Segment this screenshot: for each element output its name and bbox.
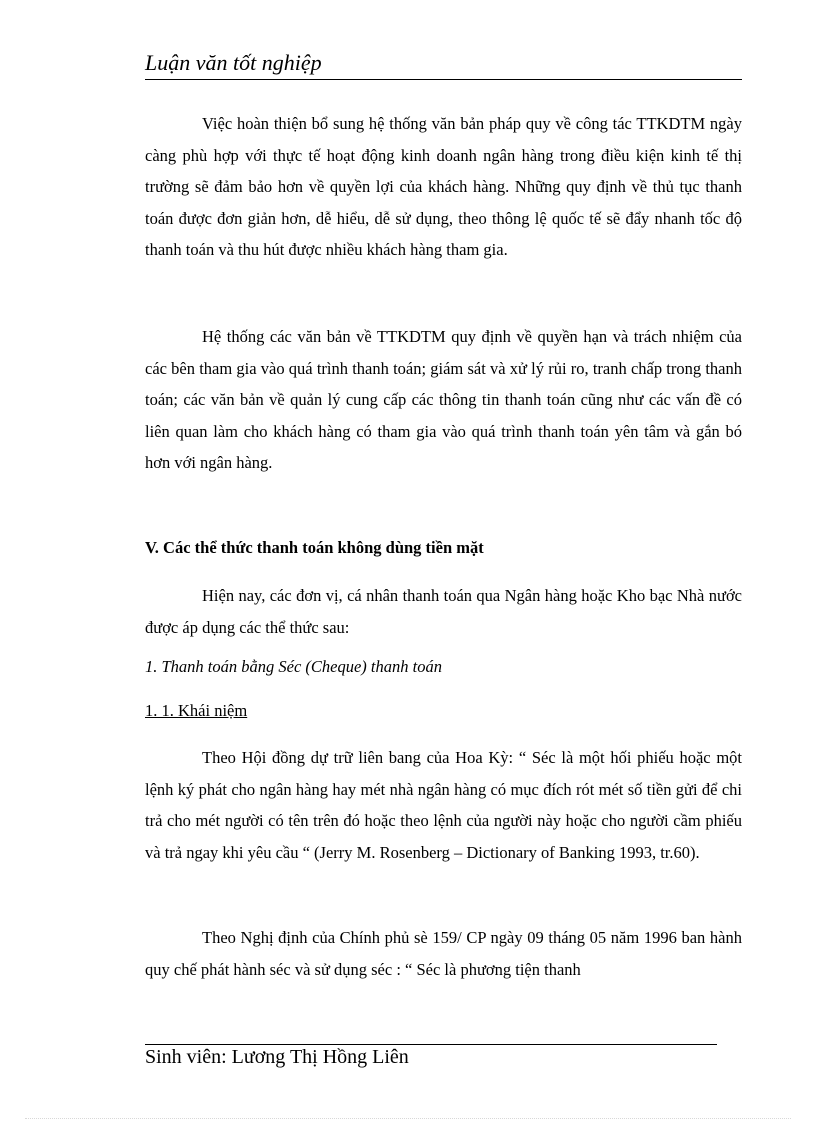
section-heading: V. Các thể thức thanh toán không dùng tiền mặt xyxy=(145,538,484,557)
body-paragraph-2: Hệ thống các văn bản về TTKDTM quy định về quyền hạn và trách nhiệm của các bên tham gia vào quá trình thanh toán; giám sát và xử lý rủi ro, tranh chấp trong thanh toán; các văn bản về quản lý cung cấp các thông tin thanh toán cũng như các vấn đề có liên quan làm cho khách hàng có tham gia vào quá trình thanh toán yên tâm và gắn bó hơn với ngân hàng. xyxy=(145,327,742,472)
running-header-title: Luận văn tốt nghiệp xyxy=(145,50,322,75)
page-edge-line xyxy=(25,1118,791,1119)
footer-divider xyxy=(145,1044,717,1045)
body-paragraph-4: Theo Hội đồng dự trữ liên bang của Hoa Kỳ: “ Séc là một hối phiếu hoặc một lệnh ký phát cho ngân hàng hay mét nhà ngân hàng có mục đích rót mét số tiền gửi để chi trả cho mét người có tên trên đó hoặc theo lệnh của người này hoặc cho người cầm phiếu và trả ngay khi yêu cầu “ (Jerry M. Rosenberg – Dictionary of Banking 1993, tr.60). xyxy=(145,748,742,862)
subsection-heading: 1. Thanh toán bằng Séc (Cheque) thanh toán xyxy=(145,657,442,676)
footer-author: Sinh viên: Lương Thị Hồng Liên xyxy=(145,1046,409,1068)
body-paragraph-3: Hiện nay, các đơn vị, cá nhân thanh toán qua Ngân hàng hoặc Kho bạc Nhà nước được áp dụng các thể thức sau: xyxy=(145,586,742,637)
sub-subsection-heading: 1. 1. Khái niệm xyxy=(145,701,248,720)
header-divider xyxy=(145,79,742,80)
body-paragraph-1: Việc hoàn thiện bổ sung hệ thống văn bản pháp quy về công tác TTKDTM ngày càng phù hợp với thực tế hoạt động kinh doanh ngân hàng trong điều kiện kinh tế thị trường sẽ đảm bảo hơn về quyền lợi của khách hàng. Những quy định về thủ tục thanh toán được đơn giản hơn, dễ hiểu, dễ sử dụng, theo thông lệ quốc tế sẽ đẩy nhanh tốc độ thanh toán và thu hút được nhiều khách hàng tham gia. xyxy=(145,114,742,259)
body-paragraph-5: Theo Nghị định của Chính phủ sè 159/ CP ngày 09 tháng 05 năm 1996 ban hành quy chế phát hành séc và sử dụng séc : “ Séc là phương tiện thanh xyxy=(145,928,742,979)
